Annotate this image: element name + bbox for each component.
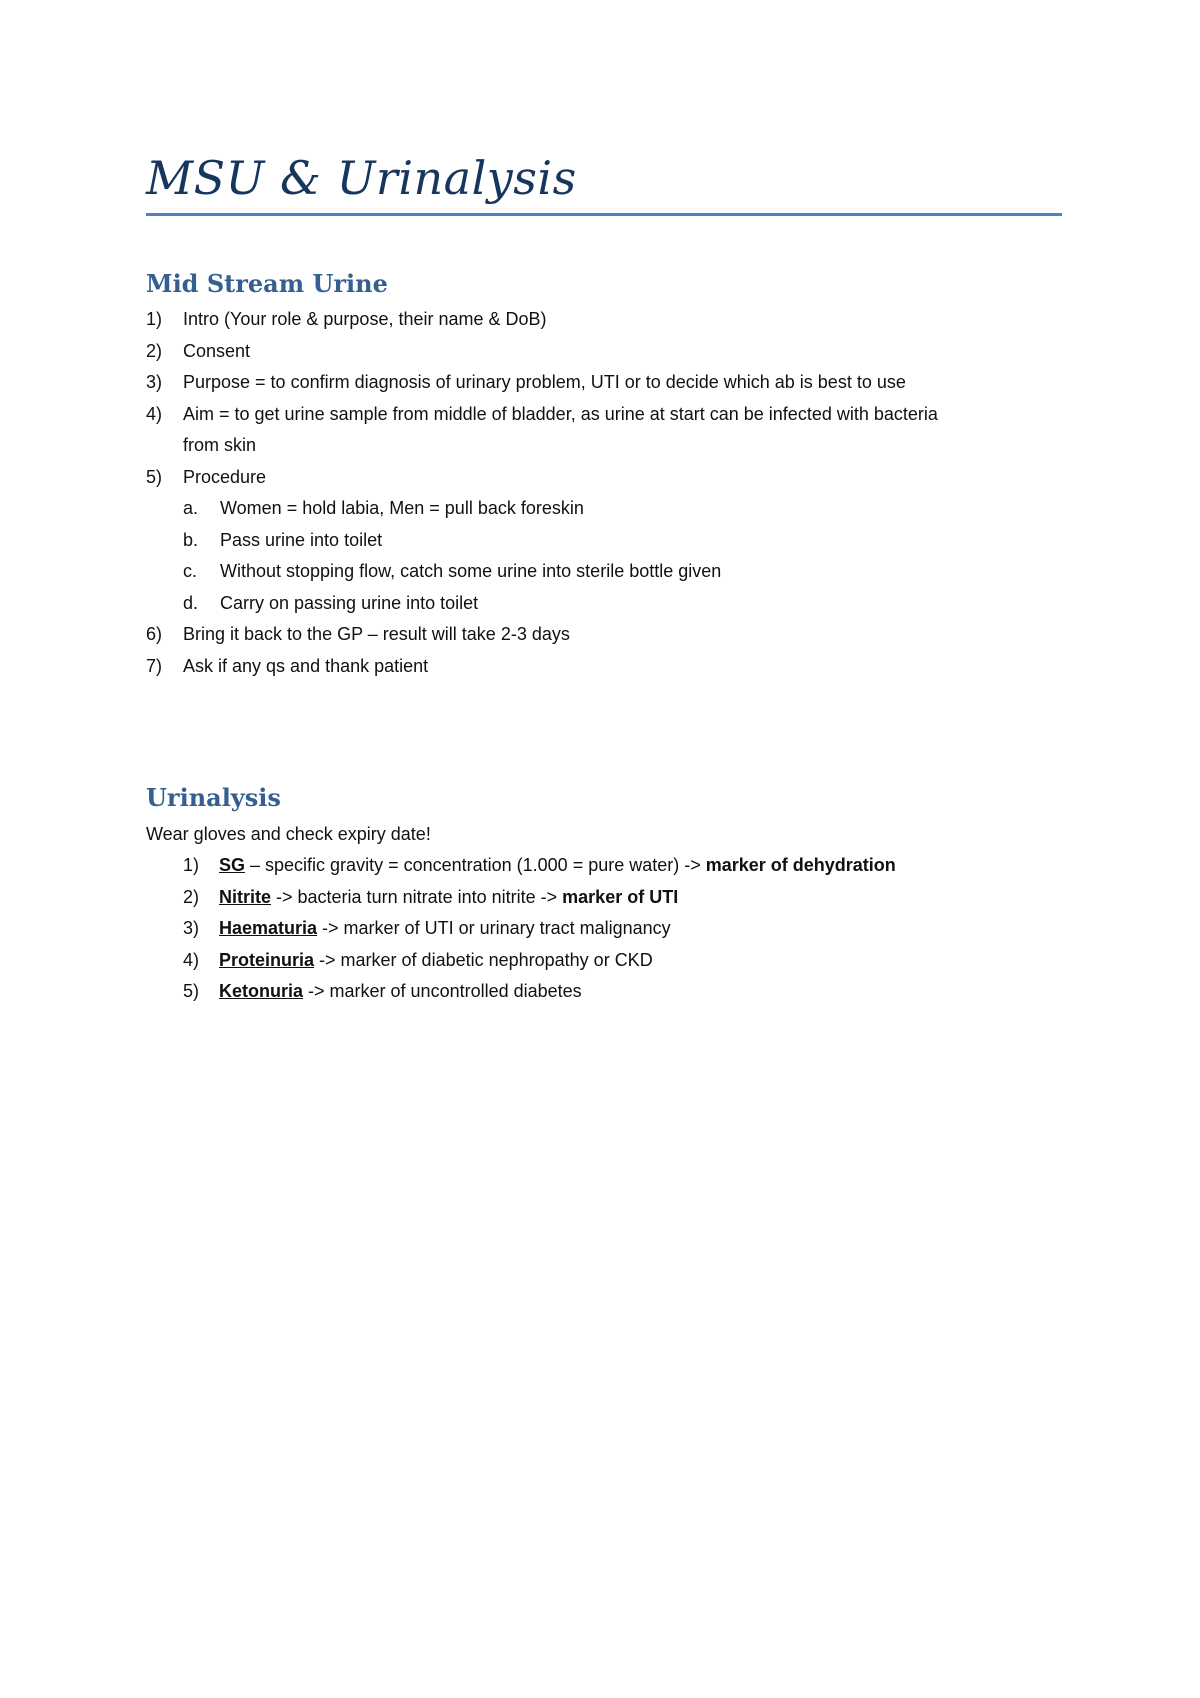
section-heading-mid-stream-urine: Mid Stream Urine [146,269,388,298]
list-item [146,619,1066,651]
list-number: 1) [146,309,163,329]
list-item [146,651,1066,683]
sub-list-item-text: Carry on passing urine into toilet [220,592,479,613]
document-title: MSU & Urinalysis [146,151,577,205]
msu-steps-list [146,304,1066,682]
list-item-text-continued: from skin [183,435,257,455]
urinalysis-intro: Wear gloves and check expiry date! [146,824,431,844]
sub-list-item [146,556,1066,588]
list-item [146,304,1066,336]
sub-list-item-text: Pass urine into toilet [220,529,383,550]
list-item [183,976,1063,1008]
list-item [183,913,1063,945]
list-item-text: Purpose = to confirm diagnosis of urinary problem, UTI or to decide which ab is best to use [183,372,906,392]
test-description: -> marker of uncontrolled diabetes [303,981,582,1001]
test-marker: marker of UTI [562,886,679,907]
urinalysis-list [183,850,1063,1008]
test-term: Ketonuria [219,981,304,1001]
list-item-text: Ask if any qs and thank patient [183,655,429,676]
list-number: 4) [183,949,200,970]
list-number: 2) [183,886,200,907]
list-item-text: Procedure [183,466,267,487]
list-number: 5) [183,981,200,1001]
procedure-substeps-container [146,493,1066,619]
test-description: -> marker of UTI or urinary tract malignancy [317,918,671,938]
sub-list-letter: b. [183,529,199,550]
list-number: 5) [146,466,163,487]
list-item [146,367,1066,399]
test-marker: marker of dehydration [705,855,896,875]
list-item-text: Consent [183,340,251,361]
sub-list-item-text: Without stopping flow, catch some urine into sterile bottle given [220,561,722,581]
sub-list-letter: a. [183,498,199,518]
sub-list-item [146,493,1066,525]
sub-list-item [146,525,1066,557]
test-description: – specific gravity = concentration (1.000 = pure water) -> [245,855,706,875]
list-item-procedure [146,462,1066,494]
test-term: SG [219,855,246,875]
sub-list-letter: c. [183,561,198,581]
list-number: 4) [146,403,163,424]
list-item [183,882,1063,914]
list-item-text: Aim = to get urine sample from middle of bladder, as urine at start can be infected with bacteria [183,403,938,424]
test-term: Proteinuria [219,949,315,970]
procedure-substeps-list [146,493,1066,619]
test-description: -> bacteria turn nitrate into nitrite -> [271,886,563,907]
list-item [183,850,1063,882]
sub-list-item [146,588,1066,620]
list-item [146,336,1066,368]
list-number: 6) [146,624,163,644]
list-item-text: Intro (Your role & purpose, their name & DoB) [183,309,547,329]
title-underline-rule [146,213,1062,216]
sub-list-letter: d. [183,592,199,613]
list-item-text: Bring it back to the GP – result will take 2-3 days [183,624,570,644]
list-item [183,945,1063,977]
list-item [146,399,1066,462]
list-number: 7) [146,655,163,676]
test-description: -> marker of diabetic nephropathy or CKD [314,949,653,970]
list-number: 2) [146,340,163,361]
test-term: Nitrite [219,886,272,907]
list-number: 3) [146,372,163,392]
sub-list-item-text: Women = hold labia, Men = pull back foreskin [220,498,584,518]
list-number: 3) [183,918,200,938]
section-heading-urinalysis: Urinalysis [146,783,281,812]
test-term: Haematuria [219,918,318,938]
list-number: 1) [183,855,200,875]
